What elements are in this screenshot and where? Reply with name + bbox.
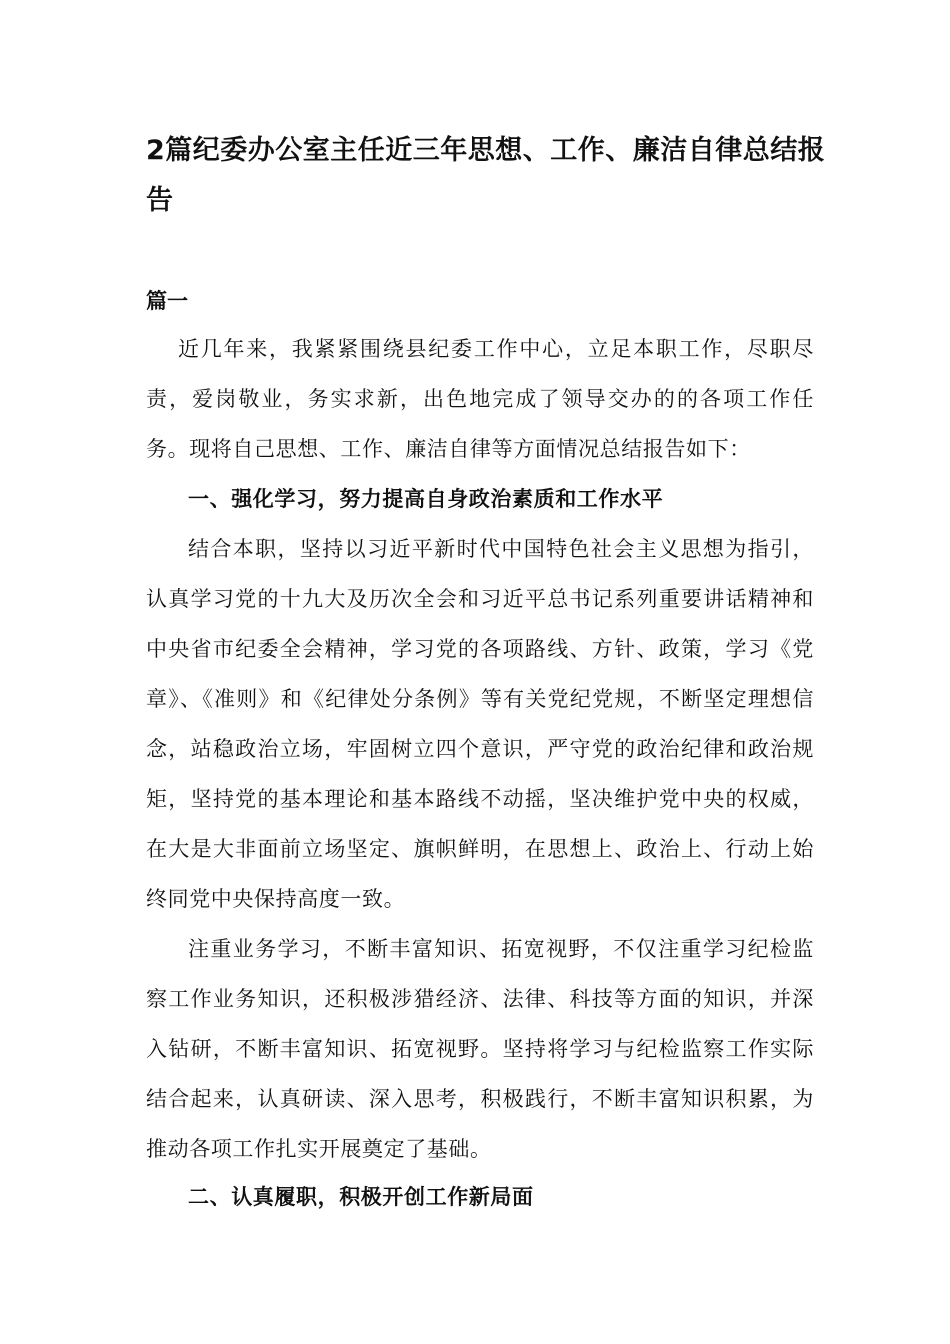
- body-paragraph-2: 结合本职，坚持以习近平新时代中国特色社会主义思想为指引，认真学习党的十九大及历次全会和习近平总书记系列重要讲话精神和中央省市纪委全会精神，学习党的各项路线、方针、政策，学习《党章》、《准则》和《纪律处分条例》等有关党纪党规，不断坚定理想信念，站稳政治立场，牢固树立四个意识，严守党的政治纪律和政治规矩，坚持党的基本理论和基本路线不动摇，坚决维护党中央的权威，在大是大非面前立场坚定、旗帜鲜明，在思想上、政治上、行动上始终同党中央保持高度一致。: [146, 537, 814, 911]
- intro-paragraph: 近几年来，我紧紧围绕县纪委工作中心，立足本职工作，尽职尽责，爱岗敬业，务实求新，出色地完成了领导交办的的各项工作任务。现将自己思想、工作、廉洁自律等方面情况总结报告如下：: [146, 337, 814, 461]
- section-label: 篇一: [146, 289, 188, 313]
- section-heading-2: 二、认真履职，积极开创工作新局面: [188, 1185, 534, 1209]
- body-paragraph-3: 注重业务学习，不断丰富知识、拓宽视野，不仅注重学习纪检监察工作业务知识，还积极涉猎经济、法律、科技等方面的知识，并深入钻研，不断丰富知识、拓宽视野。坚持将学习与纪检监察工作实际结合起来，认真研读、深入思考，积极践行，不断丰富知识积累，为推动各项工作扎实开展奠定了基础。: [146, 937, 814, 1161]
- document-title: 2篇纪委办公室主任近三年思想、工作、廉洁自律总结报告: [146, 135, 826, 216]
- section-heading-1: 一、强化学习，努力提高自身政治素质和工作水平: [188, 487, 664, 511]
